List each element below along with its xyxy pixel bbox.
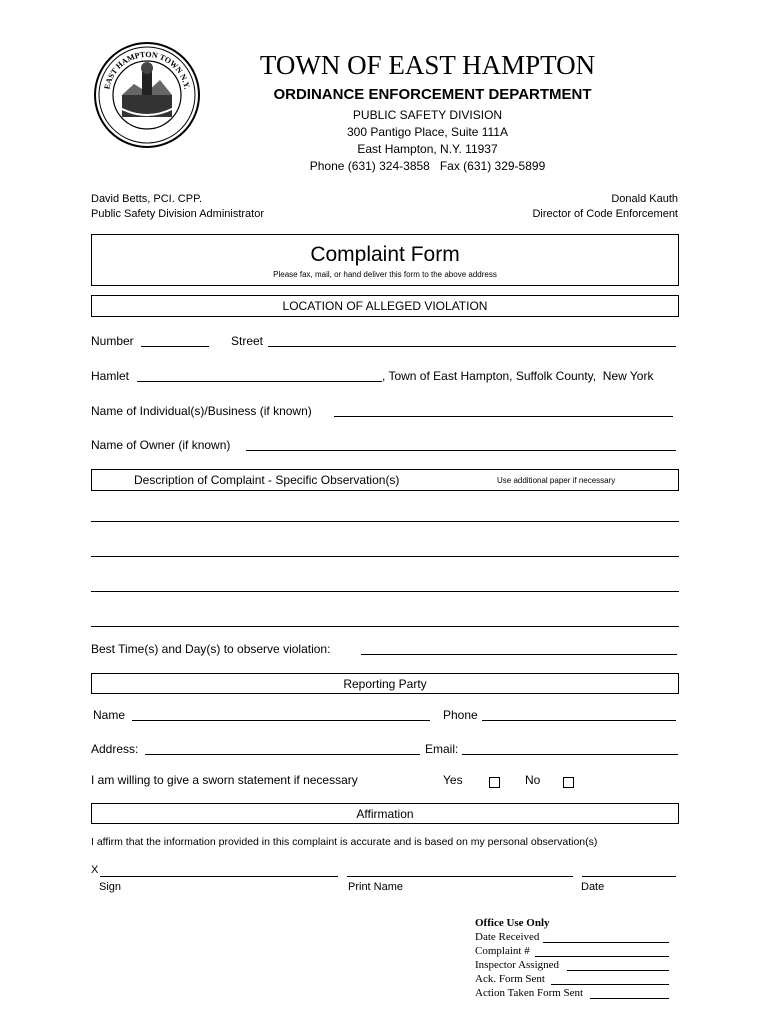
sworn-statement-label: I am willing to give a sworn statement if necessary — [91, 773, 358, 787]
owner-label: Name of Owner (if known) — [91, 438, 231, 452]
office-date-received-field[interactable] — [543, 942, 669, 943]
reporter-name-label: Name — [93, 708, 126, 722]
sign-label: Sign — [99, 881, 122, 893]
number-label: Number — [91, 334, 134, 348]
office-use-heading: Office Use Only — [475, 917, 550, 929]
office-action-taken-field[interactable] — [590, 998, 669, 999]
reporter-email-field[interactable] — [462, 754, 678, 755]
reporter-phone-label: Phone — [443, 708, 478, 722]
description-line-4[interactable] — [91, 626, 679, 627]
description-line-3[interactable] — [91, 591, 679, 592]
best-time-field[interactable] — [361, 654, 677, 655]
reporting-heading: Reporting Party — [343, 677, 427, 691]
hamlet-label: Hamlet — [91, 369, 130, 383]
division-name: PUBLIC SAFETY DIVISION — [352, 108, 503, 122]
signature-field[interactable] — [100, 876, 338, 877]
form-title-box — [91, 234, 679, 286]
hamlet-field[interactable] — [137, 381, 382, 382]
description-line-2[interactable] — [91, 556, 679, 557]
description-heading-box — [91, 469, 679, 491]
office-ack-form-field[interactable] — [551, 984, 669, 985]
phone-fax: Phone (631) 324-3858 Fax (631) 329-5899 — [309, 159, 546, 173]
department-name: ORDINANCE ENFORCEMENT DEPARTMENT — [273, 86, 592, 103]
reporter-address-label: Address: — [91, 742, 139, 756]
reporting-heading-box — [91, 673, 679, 694]
administrator-name: David Betts, PCI. CPP. — [91, 193, 203, 205]
signature-x: X — [91, 864, 99, 876]
yes-checkbox[interactable] — [489, 777, 500, 788]
office-complaint-number-label: Complaint # — [475, 945, 530, 957]
office-inspector-field[interactable] — [567, 970, 669, 971]
reporter-phone-field[interactable] — [482, 720, 676, 721]
office-date-received-label: Date Received — [475, 931, 540, 943]
yes-label: Yes — [443, 773, 463, 787]
street-field[interactable] — [268, 346, 676, 347]
no-checkbox[interactable] — [563, 777, 574, 788]
reporter-email-label: Email: — [425, 742, 459, 756]
additional-paper-note: Use additional paper if necessary — [497, 476, 616, 485]
seal-text: EAST HAMPTON TOWN N.Y. — [102, 49, 192, 91]
best-time-label: Best Time(s) and Day(s) to observe violation: — [91, 642, 331, 656]
date-label: Date — [581, 881, 605, 893]
affirmation-text: I affirm that the information provided in this complaint is accurate and is based on my personal observation(s) — [91, 836, 598, 848]
page-title: TOWN OF EAST HAMPTON — [259, 50, 596, 80]
director-name: Donald Kauth — [611, 193, 678, 205]
form-subtitle: Please fax, mail, or hand deliver this form to the above address — [273, 270, 497, 279]
location-heading: LOCATION OF ALLEGED VIOLATION — [282, 299, 488, 313]
affirmation-heading-box — [91, 803, 679, 824]
print-name-field[interactable] — [347, 876, 573, 877]
description-heading: Description of Complaint - Specific Observation(s) — [134, 473, 400, 487]
individual-label: Name of Individual(s)/Business (if known) — [91, 404, 312, 418]
number-field[interactable] — [141, 346, 209, 347]
administrator-title: Public Safety Division Administrator — [91, 208, 265, 220]
individual-field[interactable] — [334, 416, 673, 417]
address-line-1: 300 Pantigo Place, Suite 111A — [346, 125, 508, 139]
hamlet-suffix: , Town of East Hampton, Suffolk County, New York — [382, 369, 654, 383]
reporter-address-field[interactable] — [145, 754, 420, 755]
location-heading-box — [91, 295, 679, 317]
address-line-2: East Hampton, N.Y. 11937 — [357, 142, 498, 156]
street-label: Street — [231, 334, 264, 348]
affirmation-heading: Affirmation — [356, 807, 414, 821]
description-line-1[interactable] — [91, 521, 679, 522]
print-name-label: Print Name — [348, 881, 404, 893]
office-complaint-number-field[interactable] — [535, 956, 669, 957]
reporter-name-field[interactable] — [132, 720, 430, 721]
owner-field[interactable] — [246, 450, 676, 451]
date-field[interactable] — [582, 876, 676, 877]
office-ack-form-label: Ack. Form Sent — [475, 973, 545, 985]
director-title: Director of Code Enforcement — [532, 208, 678, 220]
form-title: Complaint Form — [310, 243, 460, 266]
office-action-taken-label: Action Taken Form Sent — [475, 987, 584, 999]
office-inspector-label: Inspector Assigned — [475, 959, 560, 971]
no-label: No — [525, 773, 541, 787]
